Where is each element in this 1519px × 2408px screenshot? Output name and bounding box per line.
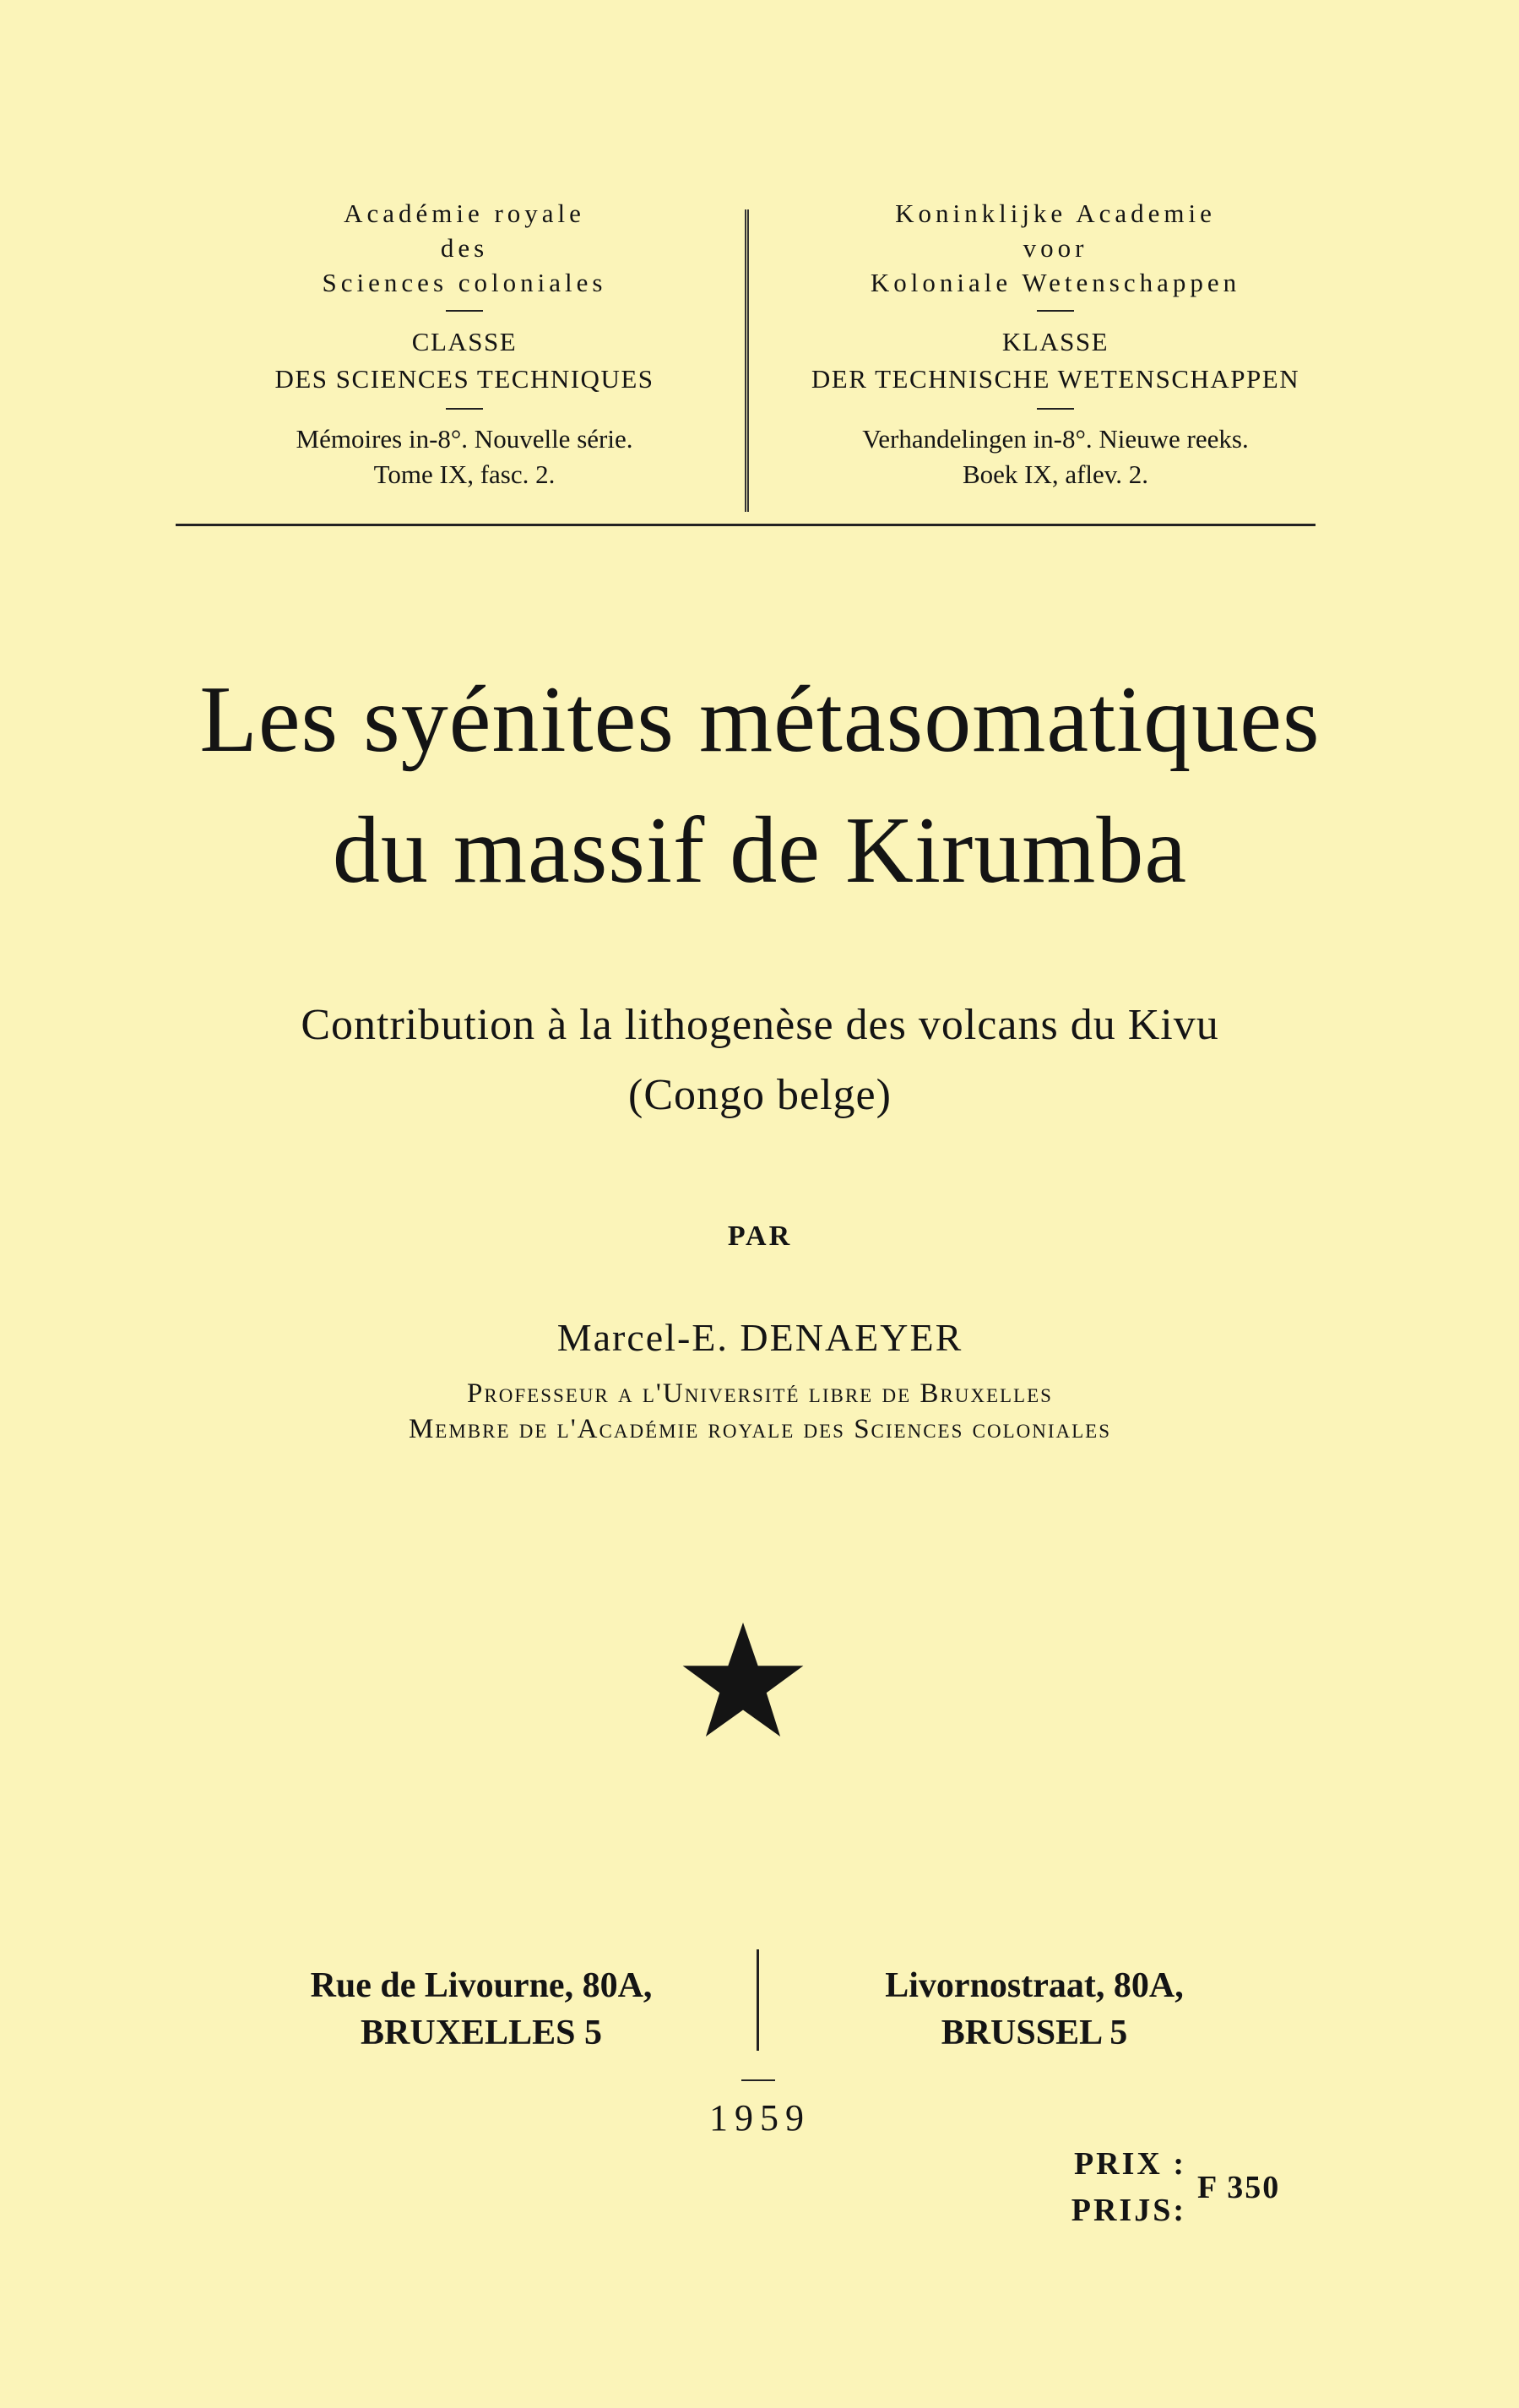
header-right-column xyxy=(760,196,1351,492)
address-line: BRUSSEL 5 xyxy=(941,2014,1128,2052)
class-name-line: KLASSE xyxy=(1001,327,1109,356)
price-value: F 350 xyxy=(1197,2170,1281,2205)
address-divider xyxy=(757,1949,759,2051)
series-line: Tome IX, fasc. 2. xyxy=(373,459,556,489)
academy-name-line: Sciences coloniales xyxy=(322,268,607,297)
academy-name-line: des xyxy=(440,233,489,263)
publisher-address-nl xyxy=(764,1962,1305,2057)
star-icon xyxy=(680,1617,806,1744)
academy-name-line: Koninklijke Academie xyxy=(895,198,1216,228)
separator-dash xyxy=(1037,408,1074,410)
series-line: Mémoires in-8°. Nouvelle série. xyxy=(296,424,633,454)
address-line: Livornostraat, 80A, xyxy=(885,1966,1184,2005)
author-affiliation: Professeur a l'Université libre de Bruxelles xyxy=(467,1378,1053,1409)
publication-year: 1959 xyxy=(709,2097,811,2139)
class-name-line: CLASSE xyxy=(411,327,518,356)
class-name-line: DER TECHNISCHE WETENSCHAPPEN xyxy=(811,364,1300,394)
series-line: Verhandelingen in-8°. Nieuwe reeks. xyxy=(862,424,1249,454)
book-title-line: Les syénites métasomatiques xyxy=(199,667,1321,772)
book-subtitle-line: (Congo belge) xyxy=(628,1071,892,1119)
author-affiliation: Membre de l'Académie royale des Sciences coloniales xyxy=(408,1414,1112,1444)
by-label: PAR xyxy=(727,1220,793,1252)
address-line: BRUXELLES 5 xyxy=(361,2014,602,2052)
price-label-fr: PRIX : xyxy=(1073,2146,1186,2182)
book-title xyxy=(84,655,1435,916)
year-separator-dash xyxy=(741,2079,775,2081)
header-left-column xyxy=(169,196,760,492)
header-horizontal-rule xyxy=(176,524,1316,526)
academy-name-line: Koloniale Wetenschappen xyxy=(870,268,1241,297)
separator-dash xyxy=(446,310,483,312)
separator-dash xyxy=(1037,310,1074,312)
academy-name-line: Académie royale xyxy=(344,198,585,228)
series-line: Boek IX, aflev. 2. xyxy=(962,459,1149,489)
publisher-address-fr xyxy=(211,1962,751,2057)
price-label-nl: PRIJS: xyxy=(1071,2193,1186,2228)
address-line: Rue de Livourne, 80A, xyxy=(310,1966,653,2005)
author-name: Marcel-E. DENAEYER xyxy=(556,1316,963,1359)
price-label xyxy=(1017,2141,1186,2234)
book-title-line: du massif de Kirumba xyxy=(332,798,1188,903)
separator-dash xyxy=(446,408,483,410)
class-name-line: DES SCIENCES TECHNIQUES xyxy=(274,364,654,394)
book-subtitle-line: Contribution à la lithogenèse des volcans du Kivu xyxy=(301,1001,1219,1049)
header-column-divider xyxy=(745,209,749,512)
academy-name-line: voor xyxy=(1023,233,1088,263)
book-subtitle xyxy=(127,990,1393,1130)
